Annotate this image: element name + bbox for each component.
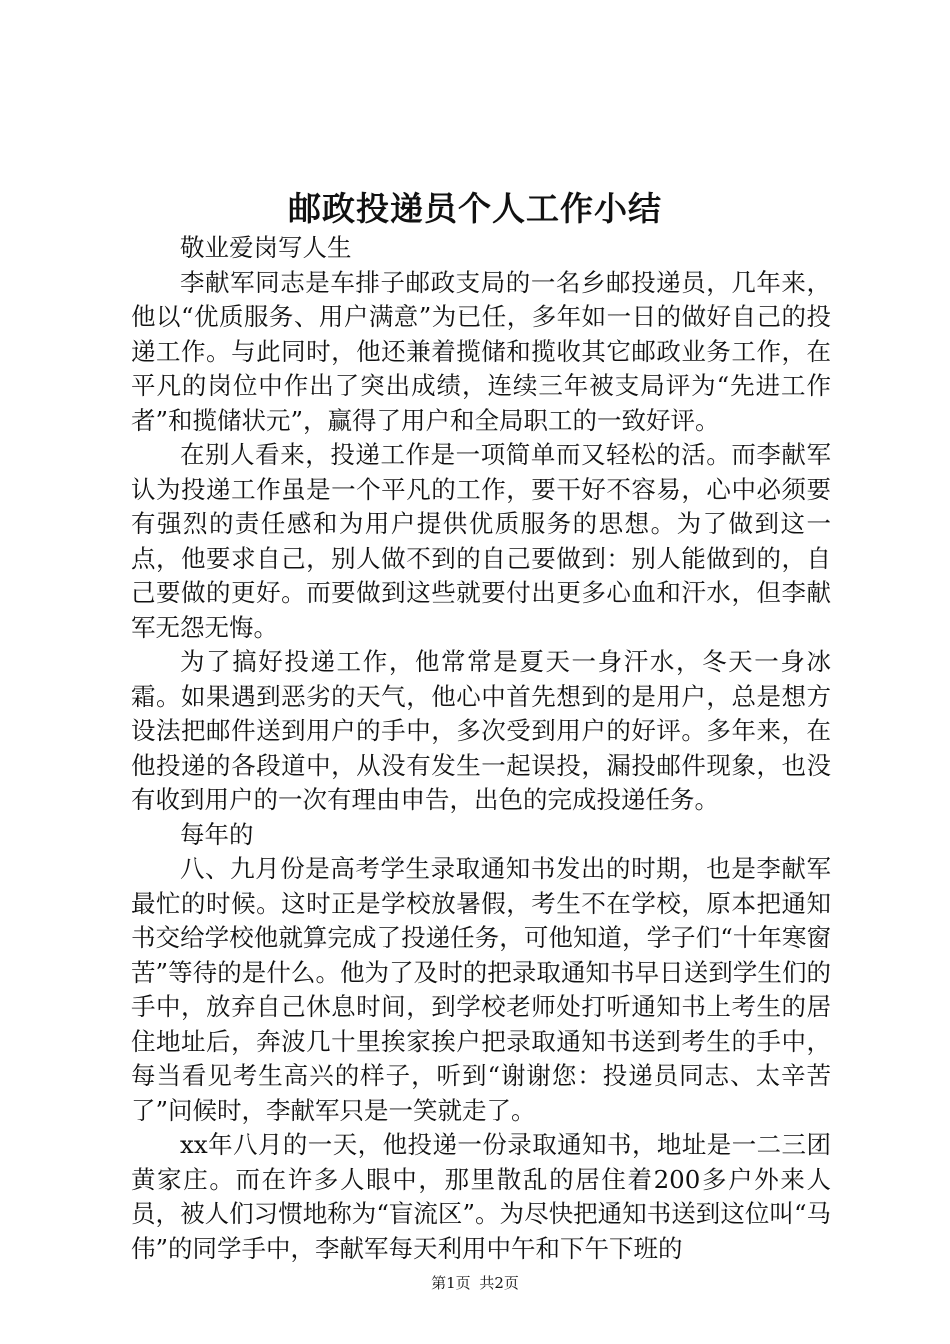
page-total: 共2页	[479, 1274, 519, 1292]
paragraph: 在别人看来，投递工作是一项简单而又轻松的活。而李献军认为投递工作虽是一个平凡的工作，要干好不容易，心中必须要有强烈的责任感和为用户提供优质服务的思想。为了做到这一点，他要求自己，别人做不到的自己要做到：别人能做到的，自己要做的更好。而要做到这些就要付出更多心血和汗水，但李献军无怨无悔。	[131, 440, 831, 642]
paragraph: 每年的	[180, 819, 254, 849]
document-title: 邮政投递员个人工作小结	[288, 189, 662, 228]
document-body	[131, 231, 831, 1266]
paragraph-subtitle: 敬业爱岗写人生	[180, 233, 352, 262]
page-footer	[0, 1272, 950, 1294]
paragraph: xx年八月的一天，他投递一份录取通知书，地址是一二三团黄家庄。而在许多人眼中，那里散乱的居住着200多户外来人员，被人们习惯地称为“盲流区”。为尽快把通知书送到这位叫“马伟”的同学手中，李献军每天利用中午和下午下班的	[131, 1130, 831, 1263]
paragraph: 李献军同志是车排子邮政支局的一名乡邮投递员，几年来，他以“优质服务、用户满意”为已任，多年如一日的做好自己的投递工作。与此同时，他还兼着揽储和揽收其它邮政业务工作，在平凡的岗位中作出了突出成绩，连续三年被支局评为“先进工作者”和揽储状元”，赢得了用户和全局职工的一致好评。	[131, 267, 831, 435]
paragraph: 八、九月份是高考学生录取通知书发出的时期，也是李献军最忙的时候。这时正是学校放暑假，考生不在学校，原本把通知书交给学校他就算完成了投递任务，可他知道，学子们“十年寒窗苦”等待的是什么。他为了及时的把录取通知书早日送到学生们的手中，放弃自己休息时间，到学校老师处打听通知书上考生的居住地址后，奔波几十里挨家挨户把录取通知书送到考生的手中，每当看见考生高兴的样子，听到“谢谢您：投递员同志、太辛苦了”问候时，李献军只是一笑就走了。	[131, 854, 831, 1125]
page-number: 第1页	[431, 1274, 471, 1292]
paragraph: 为了搞好投递工作，他常常是夏天一身汗水，冬天一身冰霜。如果遇到恶劣的天气，他心中首先想到的是用户，总是想方设法把邮件送到用户的手中，多次受到用户的好评。多年来，在他投递的各段道中，从没有发生一起误投，漏投邮件现象，也没有收到用户的一次有理由申告，出色的完成投递任务。	[131, 647, 831, 814]
